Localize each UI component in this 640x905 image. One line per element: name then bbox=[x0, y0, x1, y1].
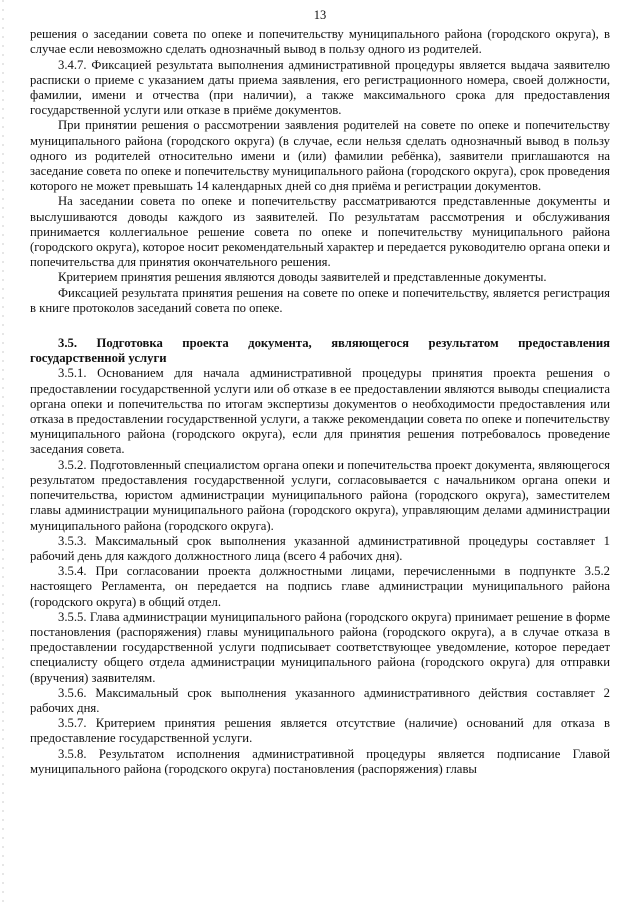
paragraph-3-5-4: 3.5.4. При согласовании проекта должностными лицами, перечисленными в подпункте 3.5.2 настоящего Регламента, он передается на подпись главе администрации муниципального района (городского округа) в общий отдел. bbox=[30, 564, 610, 609]
page-number: 13 bbox=[313, 8, 327, 22]
paragraph-3-5-7: 3.5.7. Критерием принятия решения является отсутствие (наличие) оснований для отказа в предоставление государственной услуги. bbox=[30, 716, 610, 746]
paragraph-3-4-7: 3.4.7. Фиксацией результата выполнения административной процедуры является выдача заявителю расписки о приеме с указанием даты приема заявления, его регистрационного номера, своей должности, фамилии, имени и отчества (при наличии), а также максимального срока для предоставления государственной услуги или отказе в приёме документов. bbox=[30, 57, 610, 118]
paragraph-3-5-3: 3.5.3. Максимальный срок выполнения указанной административной процедуры составляет 1 рабочий день для каждого должностного лица (всего 4 рабочих дня). bbox=[30, 533, 610, 563]
scan-edge-artifact bbox=[2, 0, 4, 905]
paragraph-council-invitation: При принятии решения о рассмотрении заявления родителей на совете по опеке и попечительству муниципального района (городского округа) (в случае, если нельзя сделать однозначный вывод в пользу одного из родителей относительно имени и (или) фамилии ребёнка), заявители приглашаются на заседание совета по опеке и попечительству муниципального района (городского округа), срок проведения которого не может превышать 14 календарных дней со дня приёма и регистрации документов. bbox=[30, 118, 610, 194]
paragraph-decision-fixation: Фиксацией результата принятия решения на совете по опеке и попечительству, является регистрация в книге протоколов заседаний совета по опеке. bbox=[30, 285, 610, 315]
document-page bbox=[30, 8, 610, 777]
paragraph-3-5-2: 3.5.2. Подготовленный специалистом органа опеки и попечительства проект документа, являющегося результатом предоставления государственной услуги, согласовывается с начальником органа опеки и попечительства, юристом администрации муниципального района (городского округа), заместителем главы администрации муниципального района (городского округа), управляющим делами администрации муниципального района (городского округа). bbox=[30, 457, 610, 533]
paragraph-3-5-1: 3.5.1. Основанием для начала административной процедуры принятия проекта решения о предоставлении государственной услуги или об отказе в ее предоставлении являются выводы специалиста органа опеки и попечительства по итогам экспертизы документов о необходимости предоставления или отказа в предоставлении государственной услуги, а также рекомендации совета по опеке и попечительству муниципального района (городского округа), если для принятия решения потребовалось проведение заседания совета. bbox=[30, 366, 610, 457]
paragraph-3-5-8: 3.5.8. Результатом исполнения административной процедуры является подписание Главой муниципального района (городского округа) постановления (распоряжения) главы bbox=[30, 746, 610, 776]
section-heading: 3.5. Подготовка проекта документа, являющегося результатом предоставления государственной услуги bbox=[30, 336, 610, 366]
paragraph-decision-criterion: Критерием принятия решения являются доводы заявителей и представленные документы. bbox=[58, 270, 547, 285]
section-spacer bbox=[30, 316, 610, 336]
paragraph-council-meeting: На заседании совета по опеке и попечительству рассматриваются представленные документы и выслушиваются доводы каждого из заявителей. По результатам рассмотрения и обслуживания принимается коллегиальное решение совета по опеке и попечительству муниципального района (городского округа), которое носит рекомендательный характер и передается руководителю органа опеки и попечительства для принятия окончательного решения. bbox=[30, 194, 610, 270]
paragraph-continuation: решения о заседании совета по опеке и попечительству муниципального района (городского округа), в случае если невозможно сделать однозначный вывод в пользу одного из родителей. bbox=[30, 27, 610, 57]
paragraph-3-5-6: 3.5.6. Максимальный срок выполнения указанного административного действия составляет 2 рабочих дня. bbox=[30, 685, 610, 715]
paragraph-3-5-5: 3.5.5. Глава администрации муниципального района (городского округа) принимает решение в форме постановления (распоряжения) главы муниципального района (городского округа), а в случае отказа в предоставлении государственной услуги подписывает соответствующее уведомление, которое передает специалисту общего отдела администрации муниципального района (городского округа) для отправки (вручения) заявителям. bbox=[30, 609, 610, 685]
